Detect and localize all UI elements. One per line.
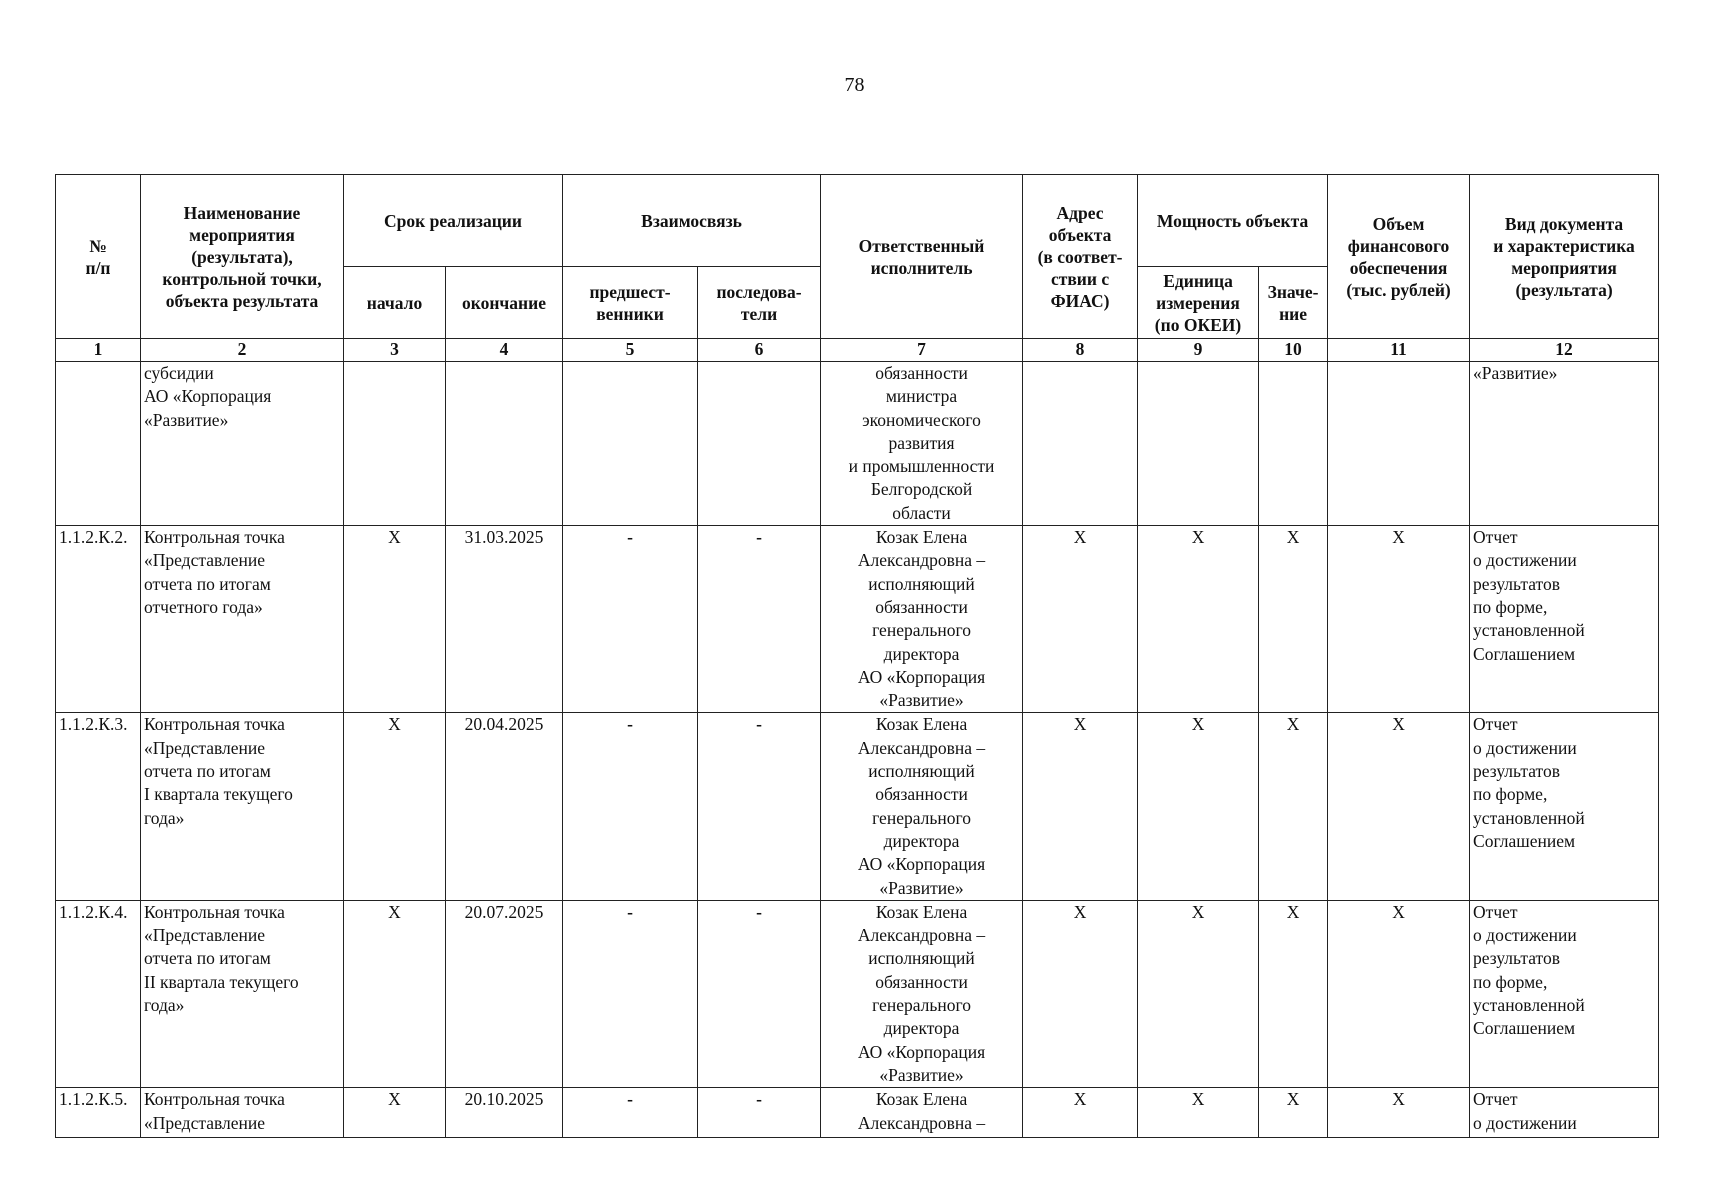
row-unit: X	[1138, 713, 1259, 900]
table-row	[56, 362, 1659, 526]
column-number: 2	[141, 339, 344, 362]
column-number: 10	[1259, 339, 1328, 362]
row-finance: X	[1328, 713, 1470, 900]
column-number: 6	[698, 339, 821, 362]
row-finance: X	[1328, 1088, 1470, 1138]
row-start: X	[344, 526, 446, 713]
row-unit: X	[1138, 1088, 1259, 1138]
table-row	[56, 713, 1659, 900]
page-number: 78	[844, 74, 865, 96]
header-link-group: Взаимосвязь	[563, 175, 821, 267]
row-finance: X	[1328, 900, 1470, 1087]
table-row	[56, 900, 1659, 1087]
column-number: 5	[563, 339, 698, 362]
column-number: 1	[56, 339, 141, 362]
row-doc: «Развитие»	[1470, 362, 1659, 526]
row-prev: -	[563, 713, 698, 900]
header-term-start: начало	[344, 267, 446, 339]
column-number: 12	[1470, 339, 1659, 362]
column-number: 9	[1138, 339, 1259, 362]
row-responsible: обязанности министра экономического развития и промышленности Белгородской области	[821, 362, 1023, 526]
column-number: 3	[344, 339, 446, 362]
header-link-prev: предшест- венники	[563, 267, 698, 339]
header-finance: Объем финансового обеспечения (тыс. рублей)	[1328, 175, 1470, 339]
header-doc-type: Вид документа и характеристика мероприятия (результата)	[1470, 175, 1659, 339]
row-end: 20.10.2025	[446, 1088, 563, 1138]
row-start: X	[344, 1088, 446, 1138]
row-responsible: Козак Елена Александровна – исполняющий обязанности генерального директора АО «Корпорация «Развитие»	[821, 526, 1023, 713]
header-capacity-group: Мощность объекта	[1138, 175, 1328, 267]
row-start: X	[344, 713, 446, 900]
row-unit: X	[1138, 526, 1259, 713]
row-next: -	[698, 526, 821, 713]
header-term-end: окончание	[446, 267, 563, 339]
row-name: Контрольная точка «Представление отчета по итогам II квартала текущего года»	[141, 900, 344, 1087]
row-number: 1.1.2.К.3.	[56, 713, 141, 900]
row-responsible: Козак Елена Александровна – исполняющий обязанности генерального директора АО «Корпорация «Развитие»	[821, 900, 1023, 1087]
header-term-group: Срок реализации	[344, 175, 563, 267]
row-address: X	[1023, 526, 1138, 713]
row-number: 1.1.2.К.2.	[56, 526, 141, 713]
header-number: № п/п	[56, 175, 141, 339]
header-link-next: последова- тели	[698, 267, 821, 339]
row-unit: X	[1138, 900, 1259, 1087]
header-responsible: Ответственный исполнитель	[821, 175, 1023, 339]
row-number	[56, 362, 141, 526]
row-address: X	[1023, 713, 1138, 900]
row-doc: Отчет о достижении результатов по форме, установленной Соглашением	[1470, 900, 1659, 1087]
row-finance: X	[1328, 526, 1470, 713]
row-prev	[563, 362, 698, 526]
row-end: 31.03.2025	[446, 526, 563, 713]
row-value: X	[1259, 713, 1328, 900]
row-address: X	[1023, 900, 1138, 1087]
activity-plan-table	[55, 174, 1659, 1138]
header-address: Адрес объекта (в соответ- ствии с ФИАС)	[1023, 175, 1138, 339]
row-responsible: Козак Елена Александровна – исполняющий обязанности генерального директора АО «Корпорация «Развитие»	[821, 713, 1023, 900]
row-address	[1023, 362, 1138, 526]
row-number: 1.1.2.К.4.	[56, 900, 141, 1087]
row-doc: Отчет о достижении	[1470, 1088, 1659, 1138]
row-next: -	[698, 713, 821, 900]
row-end: 20.04.2025	[446, 713, 563, 900]
row-doc: Отчет о достижении результатов по форме, установленной Соглашением	[1470, 713, 1659, 900]
row-value	[1259, 362, 1328, 526]
column-number: 11	[1328, 339, 1470, 362]
row-end	[446, 362, 563, 526]
column-number: 7	[821, 339, 1023, 362]
row-doc: Отчет о достижении результатов по форме, установленной Соглашением	[1470, 526, 1659, 713]
row-prev: -	[563, 526, 698, 713]
header-capacity-unit: Единица измерения (по ОКЕИ)	[1138, 267, 1259, 339]
header-capacity-value: Значе- ние	[1259, 267, 1328, 339]
row-next: -	[698, 1088, 821, 1138]
column-number: 8	[1023, 339, 1138, 362]
row-next: -	[698, 900, 821, 1087]
row-address: X	[1023, 1088, 1138, 1138]
row-prev: -	[563, 1088, 698, 1138]
header-row-top	[56, 175, 1659, 267]
row-name: Контрольная точка «Представление отчета по итогам отчетного года»	[141, 526, 344, 713]
table-row	[56, 526, 1659, 713]
row-start	[344, 362, 446, 526]
row-value: X	[1259, 900, 1328, 1087]
table-row	[56, 1088, 1659, 1138]
row-responsible: Козак Елена Александровна –	[821, 1088, 1023, 1138]
header-name: Наименование мероприятия (результата), контрольной точки, объекта результата	[141, 175, 344, 339]
row-name: субсидии АО «Корпорация «Развитие»	[141, 362, 344, 526]
row-unit	[1138, 362, 1259, 526]
row-value: X	[1259, 1088, 1328, 1138]
row-value: X	[1259, 526, 1328, 713]
column-number: 4	[446, 339, 563, 362]
row-next	[698, 362, 821, 526]
row-number: 1.1.2.К.5.	[56, 1088, 141, 1138]
column-number-row	[56, 339, 1659, 362]
row-start: X	[344, 900, 446, 1087]
row-prev: -	[563, 900, 698, 1087]
row-finance	[1328, 362, 1470, 526]
row-name: Контрольная точка «Представление	[141, 1088, 344, 1138]
row-name: Контрольная точка «Представление отчета по итогам I квартала текущего года»	[141, 713, 344, 900]
row-end: 20.07.2025	[446, 900, 563, 1087]
